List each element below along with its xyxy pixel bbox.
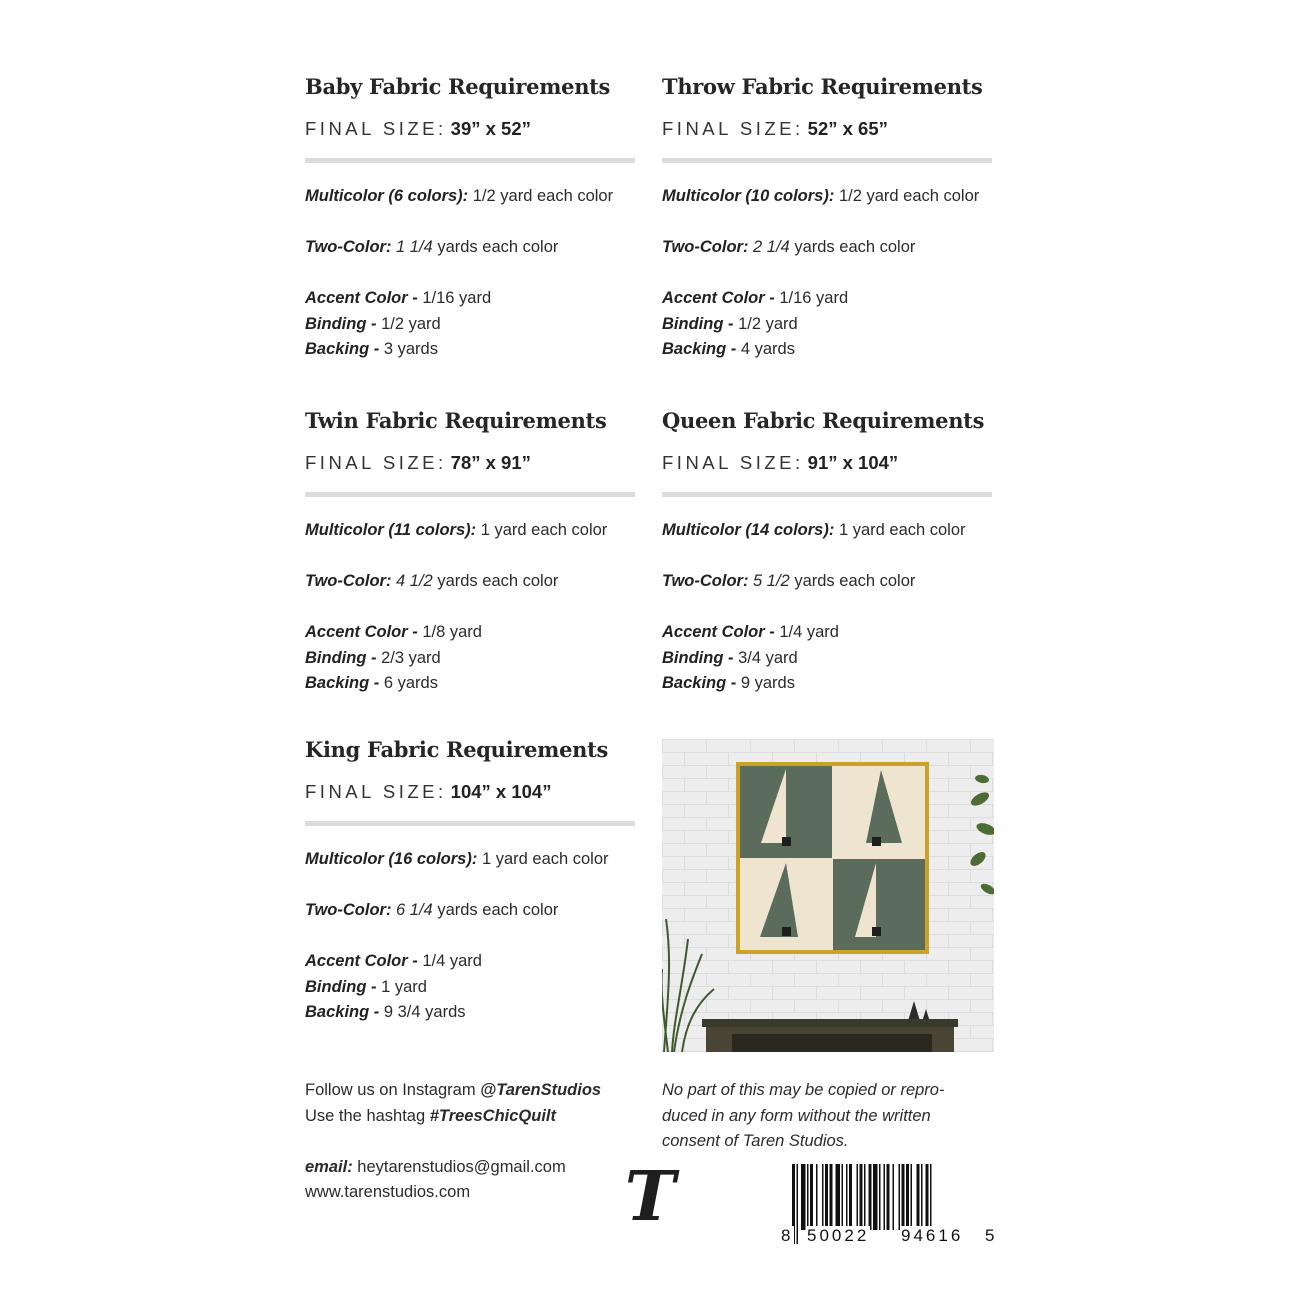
accent-line [662, 286, 994, 312]
hashtag-text: Use the hashtag [305, 1106, 430, 1125]
barcode-bar [917, 1164, 920, 1230]
multicolor-label: Multicolor (6 colors): [305, 187, 469, 205]
backing-label: Backing - [662, 674, 737, 692]
twocolor-line [305, 898, 637, 924]
barcode-bar [921, 1164, 923, 1230]
divider [662, 158, 992, 163]
divider [305, 158, 635, 163]
divider [662, 492, 992, 497]
barcode-bar [893, 1164, 895, 1230]
barcode-group-right: 94616 [901, 1226, 964, 1245]
section-title: Twin Fabric Requirements [305, 408, 607, 433]
barcode-bar [902, 1164, 905, 1230]
divider [305, 821, 635, 826]
website-link[interactable]: www.tarenstudios.com [305, 1183, 471, 1201]
final-size-label: FINAL SIZE: [662, 118, 804, 139]
backing-label: Backing - [305, 340, 380, 358]
section-baby [305, 72, 637, 363]
twocolor-label: Two-Color: [305, 901, 392, 919]
multicolor-label: Multicolor (10 colors): [662, 187, 835, 205]
section-title: King Fabric Requirements [305, 737, 609, 762]
barcode-bar [926, 1164, 929, 1230]
copyright-line: No part of this may be copied or repro- [662, 1081, 945, 1099]
barcode-digits [780, 1226, 998, 1248]
twocolor-rest: yards each color [789, 238, 916, 256]
final-size [662, 450, 994, 476]
final-size-label: FINAL SIZE: [305, 781, 447, 802]
hashtag-line [305, 1104, 601, 1130]
twocolor-label: Two-Color: [662, 238, 749, 256]
binding-value: 3/4 yard [733, 648, 798, 667]
final-size-value: 104” x 104” [450, 781, 552, 802]
barcode-bar [846, 1164, 848, 1230]
email-link[interactable]: heytarenstudios@gmail.com [352, 1157, 566, 1176]
final-size [305, 116, 637, 142]
barcode-bar [857, 1164, 859, 1230]
backing-label: Backing - [305, 674, 380, 692]
multicolor-line [305, 518, 637, 544]
accent-value: 1/16 yard [417, 289, 492, 307]
accent-label: Accent Color - [662, 623, 775, 641]
barcode-group-left: 50022 [807, 1226, 870, 1245]
barcode-bar [825, 1164, 828, 1230]
final-size-label: FINAL SIZE: [662, 452, 804, 473]
divider [305, 492, 635, 497]
backing-label: Backing - [305, 1003, 380, 1021]
backing-value: 3 yards [379, 340, 438, 358]
final-size [662, 116, 994, 142]
binding-line [305, 975, 637, 1001]
final-size-label: FINAL SIZE: [305, 118, 447, 139]
accent-value: 1/4 yard [417, 952, 482, 970]
accent-label: Accent Color - [662, 289, 775, 307]
multicolor-line [662, 518, 994, 544]
multicolor-value: 1 yard each color [477, 850, 609, 868]
barcode-bar [869, 1164, 872, 1230]
final-size-value: 78” x 91” [450, 452, 531, 473]
accent-line [305, 620, 637, 646]
binding-line [662, 646, 994, 672]
twocolor-label: Two-Color: [305, 238, 392, 256]
section-title: Baby Fabric Requirements [305, 74, 611, 99]
barcode-bar [801, 1164, 806, 1230]
barcode-bar [906, 1164, 909, 1230]
multicolor-label: Multicolor (11 colors): [305, 521, 477, 539]
backing-line [305, 671, 637, 697]
barcode-bar [842, 1164, 844, 1230]
final-size-value: 52” x 65” [807, 118, 888, 139]
twocolor-label: Two-Color: [305, 572, 392, 590]
binding-label: Binding - [305, 977, 377, 996]
final-size-label: FINAL SIZE: [305, 452, 447, 473]
twocolor-amount: 5 1/2 [748, 572, 790, 590]
twocolor-line [305, 569, 637, 595]
multicolor-value: 1/2 yard each color [834, 187, 980, 205]
section-king [305, 735, 637, 1026]
barcode-bar [887, 1164, 890, 1230]
twocolor-rest: yards each color [432, 572, 559, 590]
instagram-text: Follow us on Instagram [305, 1081, 481, 1099]
quilt-photo-illustration [662, 739, 994, 1052]
multicolor-line [662, 184, 994, 210]
twocolor-rest: yards each color [789, 572, 916, 590]
barcode-bar [860, 1164, 863, 1230]
barcode-bar [836, 1164, 841, 1230]
binding-line [662, 312, 994, 338]
twocolor-line [662, 569, 994, 595]
binding-line [305, 646, 637, 672]
instagram-handle[interactable]: @TarenStudios [480, 1081, 602, 1099]
barcode-bar [822, 1164, 824, 1230]
binding-label: Binding - [305, 648, 377, 667]
twocolor-line [662, 235, 994, 261]
binding-label: Binding - [662, 314, 734, 333]
accent-label: Accent Color - [305, 952, 418, 970]
instagram-line [305, 1078, 601, 1104]
twocolor-line [305, 235, 637, 261]
backing-line [305, 337, 637, 363]
hashtag[interactable]: #TreesChicQuilt [429, 1106, 556, 1125]
barcode-bar [807, 1164, 809, 1230]
final-size-value: 91” x 104” [807, 452, 899, 473]
twocolor-amount: 2 1/4 [748, 238, 790, 256]
binding-value: 1/2 yard [376, 314, 441, 333]
copyright-line: consent of Taren Studios. [662, 1132, 849, 1150]
barcode-bar [830, 1164, 833, 1230]
accent-line [305, 286, 637, 312]
barcode-digit-last: 5 [985, 1226, 998, 1245]
accent-line [662, 620, 994, 646]
quilt-photo [662, 739, 994, 1052]
multicolor-label: Multicolor (14 colors): [662, 521, 835, 539]
twocolor-label: Two-Color: [662, 572, 749, 590]
twocolor-rest: yards each color [432, 901, 559, 919]
binding-value: 2/3 yard [376, 648, 441, 667]
barcode-bar [899, 1164, 901, 1230]
twocolor-amount: 4 1/2 [391, 572, 433, 590]
email-line [305, 1155, 601, 1181]
multicolor-value: 1/2 yard each color [468, 187, 614, 205]
backing-value: 6 yards [379, 674, 438, 692]
multicolor-value: 1 yard each color [476, 521, 608, 539]
accent-label: Accent Color - [305, 623, 418, 641]
barcode-bar [816, 1164, 818, 1230]
multicolor-value: 1 yard each color [834, 521, 966, 539]
twocolor-amount: 6 1/4 [391, 901, 433, 919]
footer-contact [305, 1078, 601, 1206]
binding-value: 1/2 yard [733, 314, 798, 333]
barcode-bar [879, 1164, 881, 1230]
accent-value: 1/4 yard [774, 623, 839, 641]
backing-label: Backing - [662, 340, 737, 358]
barcode-digit-first: 8 [781, 1226, 794, 1245]
quilt [736, 762, 929, 954]
section-throw [662, 72, 994, 363]
twocolor-rest: yards each color [432, 238, 559, 256]
multicolor-line [305, 847, 637, 873]
barcode-bar [884, 1164, 886, 1230]
accent-value: 1/8 yard [417, 623, 482, 641]
copyright-line: duced in any form without the written [662, 1106, 931, 1125]
final-size-value: 39” x 52” [450, 118, 531, 139]
section-title: Throw Fabric Requirements [662, 74, 983, 99]
accent-value: 1/16 yard [774, 289, 849, 307]
twocolor-amount: 1 1/4 [391, 238, 433, 256]
final-size [305, 779, 637, 805]
section-queen [662, 406, 994, 697]
accent-label: Accent Color - [305, 289, 418, 307]
logo-letter: T [624, 1164, 676, 1226]
barcode-bar [849, 1164, 852, 1230]
section-twin [305, 406, 637, 697]
binding-label: Binding - [662, 648, 734, 667]
barcode-bar [911, 1164, 913, 1230]
barcode-bar [810, 1164, 813, 1230]
binding-value: 1 yard [376, 977, 427, 996]
backing-line [305, 1000, 637, 1026]
accent-line [305, 949, 637, 975]
barcode-bar [873, 1164, 878, 1230]
section-title: Queen Fabric Requirements [662, 408, 985, 433]
copyright-notice [662, 1078, 994, 1155]
backing-line [662, 337, 994, 363]
backing-value: 9 yards [736, 674, 795, 692]
final-size [305, 450, 637, 476]
backing-line [662, 671, 994, 697]
binding-line [305, 312, 637, 338]
backing-value: 9 3/4 yards [379, 1003, 466, 1021]
multicolor-line [305, 184, 637, 210]
multicolor-label: Multicolor (16 colors): [305, 850, 478, 868]
backing-value: 4 yards [736, 340, 795, 358]
binding-label: Binding - [305, 314, 377, 333]
email-label: email: [305, 1157, 353, 1176]
logo-t-icon [612, 1164, 688, 1226]
